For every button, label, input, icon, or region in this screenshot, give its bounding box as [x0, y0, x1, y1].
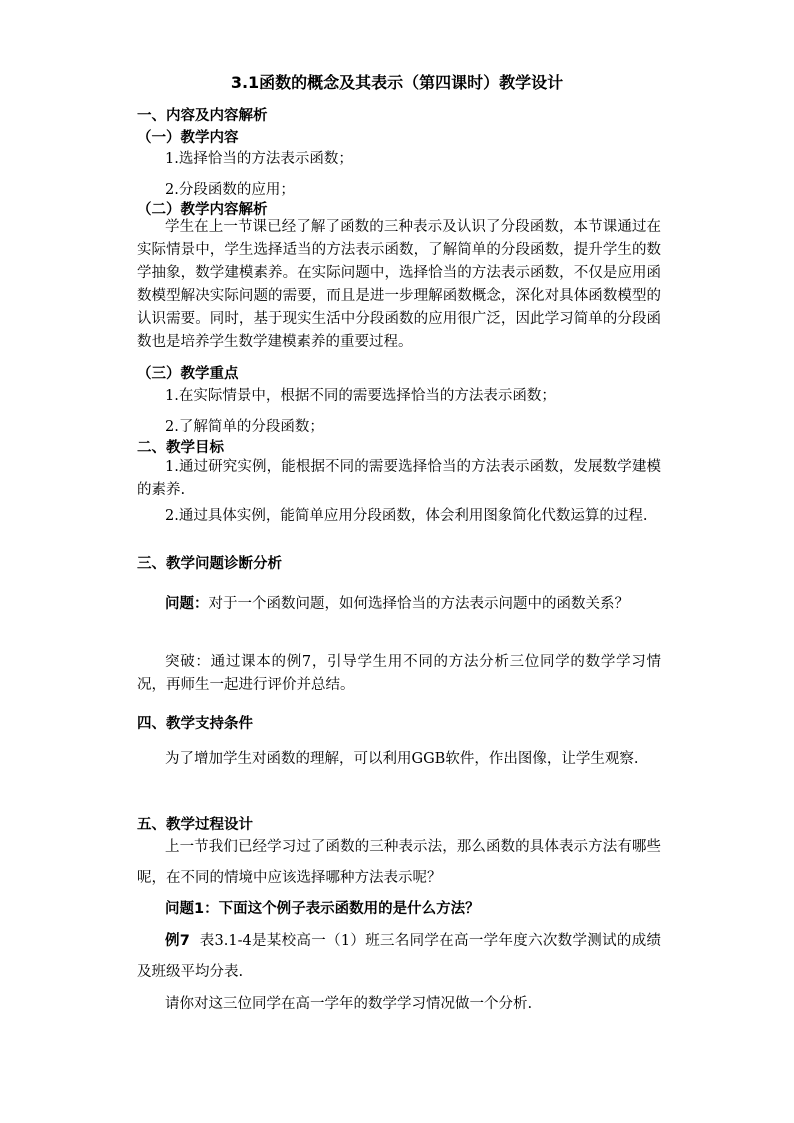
process-intro-paragraph: 上一节我们已经学习过了函数的三种表示法，那么函数的具体表示方法有哪些呢，在不同的情境中应该选择哪种方法表示呢？	[137, 839, 661, 886]
example-7-paragraph	[137, 926, 661, 988]
diagnosis-question	[137, 593, 661, 616]
example-text: 表3.1-4是某校高一（1）班三名同学在高一学年度六次数学测试的成绩及班级平均分表.	[137, 933, 662, 980]
section-1-heading: 一、内容及内容解析	[137, 108, 268, 124]
objective-item-2: 2.通过具体实例，能简单应用分段函数，体会利用图象简化代数运算的过程.	[165, 508, 648, 524]
question-text: 对于一个函数问题，如何选择恰当的方法表示问题中的函数关系？	[208, 596, 629, 612]
key-point-item-1: 1.在实际情景中，根据不同的需要选择恰当的方法表示函数；	[165, 388, 556, 404]
key-point-item-2: 2.了解简单的分段函数；	[165, 419, 324, 435]
content-item-2: 2.分段函数的应用；	[165, 182, 295, 198]
section-4-heading: 四、教学支持条件	[137, 716, 253, 732]
document-title: 3.1函数的概念及其表示（第四课时）教学设计	[230, 73, 564, 92]
content-item-1: 1.选择恰当的方法表示函数；	[165, 151, 353, 167]
subsection-1-1-heading: （一）教学内容	[137, 130, 239, 146]
analysis-request: 请你对这三位同学在高一学年的数学学习情况做一个分析.	[165, 996, 533, 1012]
objective-item-1: 1.通过研究实例，能根据不同的需要选择恰当的方法表示函数，发展数学建模的素养.	[137, 459, 661, 498]
subsection-1-2-heading: （二）教学内容解析	[137, 202, 268, 218]
support-conditions-paragraph: 为了增加学生对函数的理解，可以利用GGB软件，作出图像，让学生观察.	[165, 751, 639, 767]
section-3-heading: 三、教学问题诊断分析	[137, 556, 282, 572]
section-2-heading: 二、教学目标	[137, 440, 224, 456]
diagnosis-breakthrough: 突破：通过课本的例7，引导学生用不同的方法分析三位同学的数学学习情况，再师生一起进行评价并总结。	[137, 654, 661, 693]
content-analysis-paragraph: 学生在上一节课已经了解了函数的三种表示及认识了分段函数，本节课通过在实际情景中，学生选择适当的方法表示函数，了解简单的分段函数，提升学生的数学抽象，数学建模素养。在实际问题中，选择恰当的方法表示函数，不仅是应用函数模型解决实际问题的需要，而且是进一步理解函数概念，深化对具体函数模型的认识需要。同时，基于现实生活中分段函数的应用很广泛，因此学习简单的分段函数也是培养学生数学建模素养的重要过程。	[137, 219, 661, 350]
question-label: 问题：	[165, 596, 209, 612]
process-question-1: 问题1：下面这个例子表示函数用的是什么方法？	[165, 901, 480, 917]
example-label: 例7	[165, 933, 190, 949]
subsection-1-3-heading: （三）教学重点	[137, 366, 239, 382]
section-5-heading: 五、教学过程设计	[137, 817, 253, 833]
